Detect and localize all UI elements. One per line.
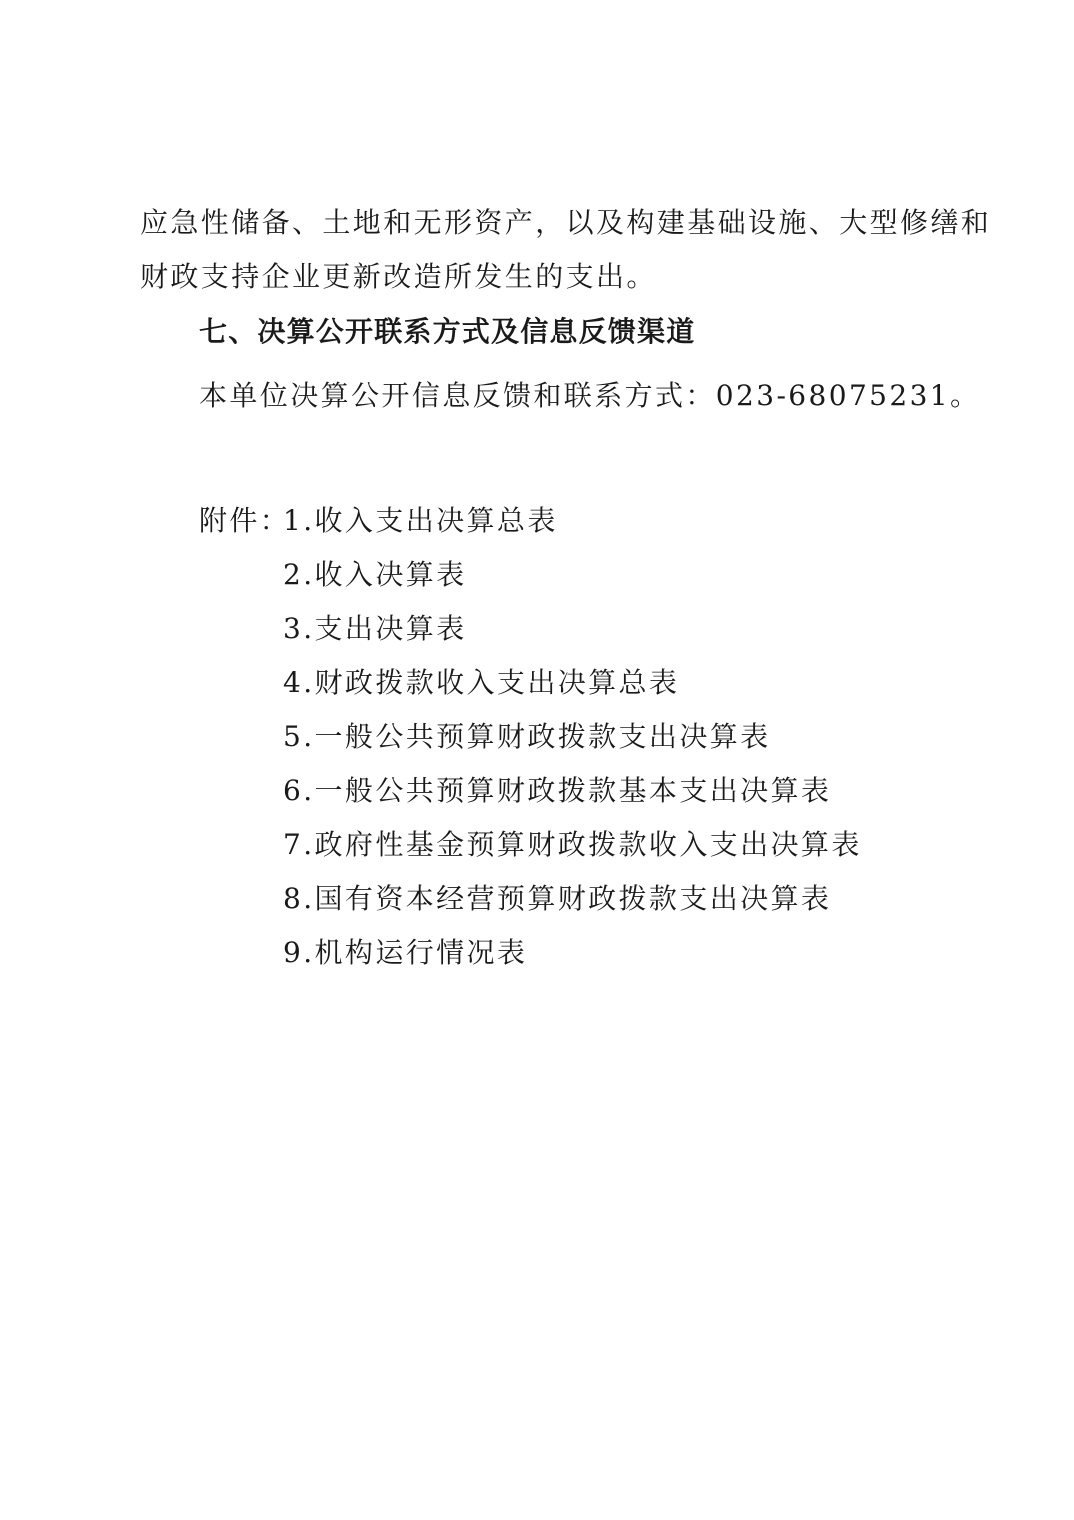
contact-line: 本单位决算公开信息反馈和联系方式：023-68075231。 <box>199 379 981 412</box>
paragraph-line-1: 应急性储备、土地和无形资产，以及构建基础设施、大型修缮和 <box>140 206 992 239</box>
attachment-item: 1.收入支出决算总表 <box>283 504 558 537</box>
attachment-item: 3.支出决算表 <box>283 612 467 645</box>
attachment-item: 2.收入决算表 <box>283 558 467 591</box>
paragraph-line-2: 财政支持企业更新改造所发生的支出。 <box>140 260 657 293</box>
attachment-item: 8.国有资本经营预算财政拨款支出决算表 <box>283 882 832 915</box>
section-heading: 七、决算公开联系方式及信息反馈渠道 <box>199 315 696 348</box>
attachments-label: 附件： <box>199 504 291 537</box>
attachments-list <box>283 501 862 987</box>
attachment-item: 7.政府性基金预算财政拨款收入支出决算表 <box>283 828 862 861</box>
attachment-item: 9.机构运行情况表 <box>283 936 528 969</box>
attachment-item: 6.一般公共预算财政拨款基本支出决算表 <box>283 774 832 807</box>
attachment-item: 5.一般公共预算财政拨款支出决算表 <box>283 720 771 753</box>
attachment-item: 4.财政拨款收入支出决算总表 <box>283 666 680 699</box>
